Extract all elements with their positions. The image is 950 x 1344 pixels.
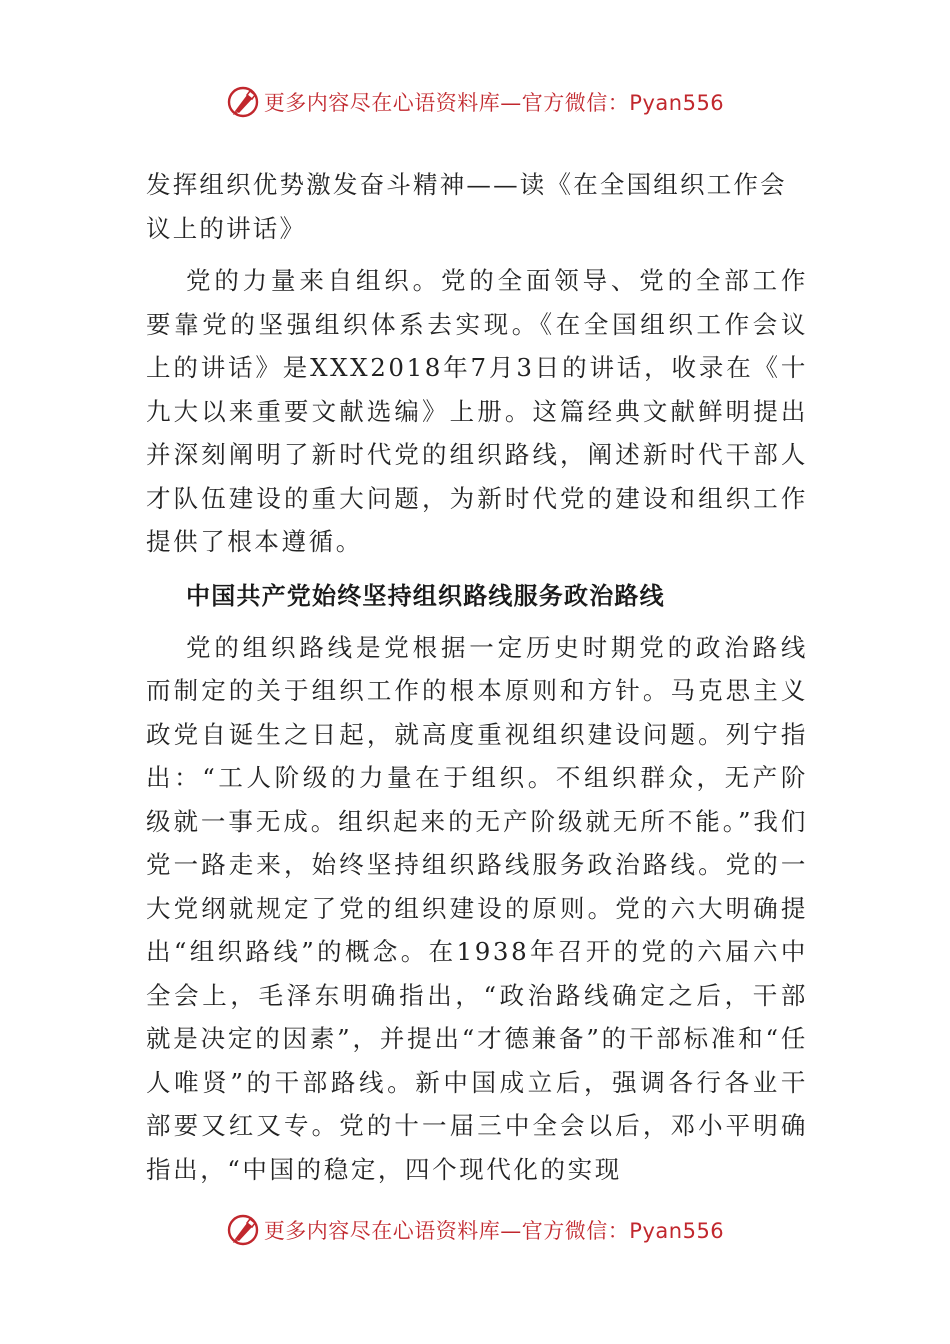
watermark-text: 更多内容尽在心语资料库—官方微信：Pyan556 [263, 1219, 725, 1243]
watermark-header [0, 82, 950, 122]
section-heading: 中国共产党始终坚持组织路线服务政治路线 [186, 581, 665, 610]
document-body [146, 163, 808, 1191]
pen-nib-icon [226, 1213, 260, 1247]
document-title: 发挥组织优势激发奋斗精神——读《在全国组织工作会议上的讲话》 [146, 170, 787, 243]
paragraph: 党的组织路线是党根据一定历史时期党的政治路线而制定的关于组织工作的根本原则和方针。马克思主义政党自诞生之日起，就高度重视组织建设问题。列宁指出：“工人阶级的力量在于组织。不组织群众，无产阶级就一事无成。组织起来的无产阶级就无所不能。”我们党一路走来，始终坚持组织路线服务政治路线。党的一大党纲就规定了党的组织建设的原则。党的六大明确提出“组织路线”的概念。在1938年召开的党的六届六中全会上，毛泽东明确指出，“政治路线确定之后，干部就是决定的因素”，并提出“才德兼备”的干部标准和“任人唯贤”的干部路线。新中国成立后，强调各行各业干部要又红又专。党的十一届三中全会以后，邓小平明确指出，“中国的稳定，四个现代化的实现 [146, 632, 808, 1184]
paragraph: 党的力量来自组织。党的全面领导、党的全部工作要靠党的坚强组织体系去实现。《在全国组织工作会议上的讲话》是XXX2018年7月3日的讲话，收录在《十九大以来重要文献选编》上册。这篇经典文献鲜明提出并深刻阐明了新时代党的组织路线，阐述新时代干部人才队伍建设的重大问题，为新时代党的建设和组织工作提供了根本遵循。 [146, 266, 808, 556]
watermark-footer [0, 1210, 950, 1250]
pen-nib-icon [226, 85, 260, 119]
watermark-text: 更多内容尽在心语资料库—官方微信：Pyan556 [263, 91, 725, 115]
